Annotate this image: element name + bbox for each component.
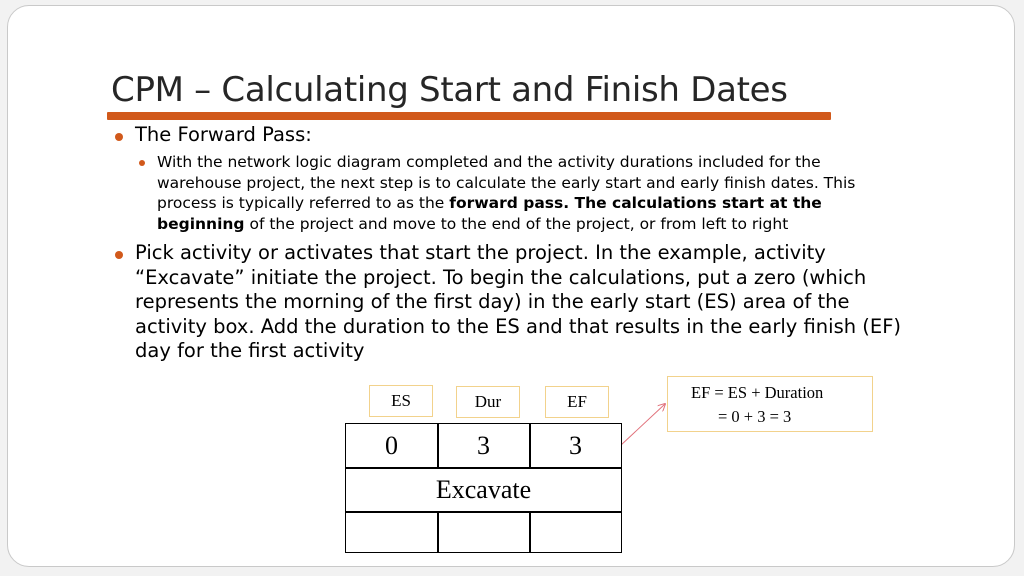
- sub-bullet-line: warehouse project, the next step is to calculate the early start and early finish dates. This: [157, 173, 856, 192]
- sub-bullet-line: With the network logic diagram completed and the activity durations included for the: [157, 153, 821, 171]
- activity-node-box: [345, 423, 622, 553]
- node-ef-value: 3: [569, 431, 582, 460]
- formula-line: EF = ES + Duration: [691, 383, 824, 402]
- node-divider: [529, 512, 531, 552]
- bullet-line: “Excavate” initiate the project. To begin the calculations, put a zero (which: [135, 265, 867, 289]
- slide-title: CPM – Calculating Start and Finish Dates: [111, 70, 788, 110]
- sub-bullet-bold-text: forward pass. The calculations start at the: [449, 194, 822, 212]
- node-activity-name: Excavate: [435, 474, 532, 504]
- bullet-line: Pick activity or activates that start the project. In the example, activity: [135, 241, 826, 264]
- dur-label-box: Dur: [456, 386, 520, 418]
- bullet-forward-pass: The Forward Pass:: [135, 123, 312, 146]
- slide: [7, 5, 1015, 567]
- bullet-line: day for the first activity: [135, 339, 365, 362]
- sub-bullet-text: of the project and move to the end of the project, or from left to right: [244, 214, 789, 233]
- es-label-box: ES: [369, 385, 433, 417]
- formula-line: = 0 + 3 = 3: [718, 407, 792, 426]
- node-divider: [346, 511, 621, 513]
- node-dur-value: 3: [477, 431, 490, 460]
- ef-label-box: EF: [545, 386, 609, 418]
- sub-bullet-bold-text: beginning: [157, 214, 245, 233]
- bullet-line: represents the morning of the first day) in the early start (ES) area of the: [135, 290, 850, 313]
- sub-bullet-text: process is typically referred to as the: [157, 194, 450, 212]
- node-divider: [437, 512, 439, 552]
- bullet-line: activity box. Add the duration to the ES and that results in the early finish (EF): [135, 314, 902, 338]
- node-es-value: 0: [385, 431, 398, 460]
